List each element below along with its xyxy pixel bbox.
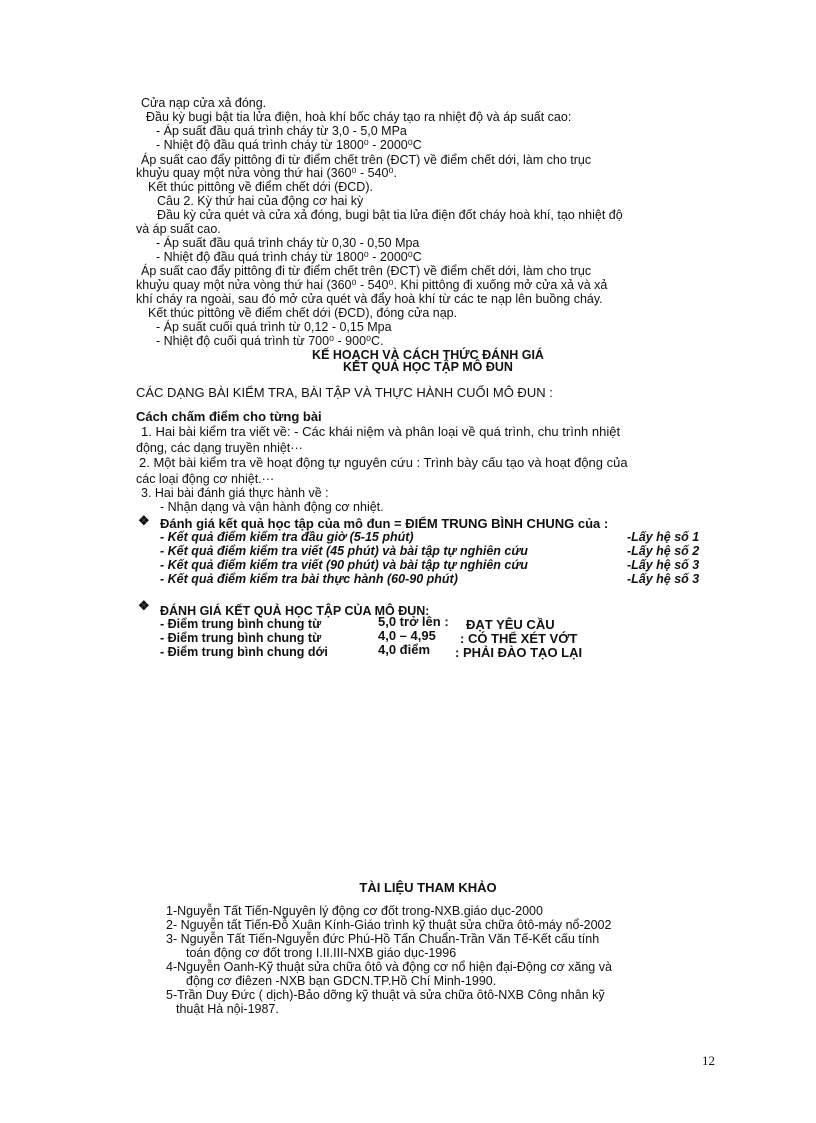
result-range: 4,0 – 4,95 <box>378 628 436 643</box>
text-line: Cửa nạp cửa xả đóng. <box>141 96 267 110</box>
reference-item: thuật Hà nội-1987. <box>176 1002 279 1016</box>
plan-title: KẾ HOẠCH VÀ CÁCH THỨC ĐÁNH GIÁ <box>312 348 544 362</box>
text-line: - Nhiệt độ đầu quá trình cháy từ 1800⁰ - 2000⁰C <box>156 250 422 264</box>
text-line: Kết thúc pittông về điểm chết dới (ĐCD). <box>148 180 373 194</box>
reference-item: 5-Trần Duy Đức ( dịch)-Bảo dỡng kỹ thuật và sửa chữa ôtô-NXB Công nhân kỹ <box>166 988 605 1002</box>
eval-item-coef: -Lấy hệ số 1 <box>627 530 700 544</box>
reference-item: toán động cơ đốt trong I.II.III-NXB giáo dục-1996 <box>186 946 457 960</box>
grading-item: 3. Hai bài đánh giá thực hành về : <box>141 486 329 500</box>
grading-heading: Cách chấm điểm cho từng bài <box>136 409 322 424</box>
result-outcome: : CÓ THỂ XÉT VỚT <box>460 631 578 646</box>
evaluation-line: Đánh giá kết quả học tập của mô đun = ĐIỂM TRUNG BÌNH CHUNG của : <box>160 516 609 531</box>
text-line: Câu 2. Kỳ thứ hai của động cơ hai kỳ <box>157 194 364 208</box>
eval-item-label: - Kết quả điểm kiểm tra viết (45 phút) và bài tập tự nghiên cứu <box>160 544 528 558</box>
result-outcome: : PHẢI ĐÀO TẠO LẠI <box>455 645 583 660</box>
text-line: Áp suất cao đẩy pittông đi từ điểm chết trên (ĐCT) về điểm chết dới, làm cho trục <box>141 264 592 278</box>
text-line: Kết thúc pittông về điểm chết dới (ĐCD), đóng cửa nạp. <box>148 306 458 320</box>
text-line: - Áp suất cuối quá trình từ 0,12 - 0,15 Mpa <box>156 320 392 334</box>
text-line: và áp suất cao. <box>136 222 221 236</box>
eval-item-label: - Kết quả điểm kiểm tra đầu giờ (5-15 phút) <box>160 530 414 544</box>
grading-item: 1. Hai bài kiểm tra viết về: - Các khái niệm và phân loại về quá trình, chu trình nhiệt <box>141 424 621 439</box>
reference-item: 3- Nguyễn Tất Tiến-Nguyễn đức Phú-Hồ Tấn Chuẩn-Trần Văn Tế-Kết cấu tính <box>166 932 600 946</box>
eval-item-label: - Kết quả điểm kiểm tra viết (90 phút) và bài tập tự nghiên cứu <box>160 558 528 572</box>
reference-item: 4-Nguyễn Oanh-Kỹ thuật sửa chữa ôtô và động cơ nổ hiện đại-Động cơ xăng và <box>166 960 612 974</box>
grading-item: - Nhận dạng và vận hành động cơ nhiệt. <box>160 500 384 514</box>
text-line: - Nhiệt độ cuối quá trình từ 700⁰ - 900⁰C. <box>156 334 384 348</box>
grading-item: các loại động cơ nhiệt.··· <box>136 472 275 486</box>
text-line: - Áp suất đầu quá trình cháy từ 0,30 - 0,50 Mpa <box>156 236 420 250</box>
grading-item: 2. Một bài kiểm tra về hoạt động tự nguyên cứu : Trình bày cấu tạo và hoạt động của <box>139 455 628 470</box>
result-label: - Điểm trung bình chung từ <box>160 617 322 631</box>
text-line: khuỷu quay một nửa vòng thứ hai (360⁰ - 540⁰. <box>136 166 397 180</box>
test-types-heading: CÁC DẠNG BÀI KIỂM TRA, BÀI TẬP VÀ THỰC HÀNH CUỐI MÔ ĐUN : <box>136 385 553 400</box>
result-heading: ĐÁNH GIÁ KẾT QUẢ HỌC TẬP CỦA MÔ ĐUN: <box>160 604 430 618</box>
bullet-icon: ❖ <box>138 513 150 528</box>
text-line: - Áp suất đầu quá trình cháy từ 3,0 - 5,0 MPa <box>156 124 407 138</box>
page-number: 12 <box>702 1053 715 1068</box>
eval-item-coef: -Lấy hệ số 2 <box>627 544 700 558</box>
references-title: TÀI LIỆU THAM KHẢO <box>359 880 497 895</box>
text-line: Áp suất cao đẩy pittông đi từ điểm chết trên (ĐCT) về điểm chết dới, làm cho trục <box>141 153 592 167</box>
result-label: - Điểm trung bình chung dới <box>160 645 328 659</box>
reference-item: 1-Nguyễn Tất Tiến-Nguyên lý động cơ đốt trong-NXB.giáo dục-2000 <box>166 904 543 918</box>
text-line: khuỷu quay một nửa vòng thứ hai (360⁰ - 540⁰. Khi pittông đi xuống mở cửa xả và xả <box>136 278 608 292</box>
reference-item: động cơ điêzen -NXB bạn GDCN.TP.Hồ Chí Minh-1990. <box>186 974 497 988</box>
result-range: 5,0 trở lên : <box>378 614 449 629</box>
eval-item-coef: -Lấy hệ số 3 <box>627 572 700 586</box>
text-line: Đầu kỳ cửa quét và cửa xả đóng, bugi bật tia lửa điện đốt cháy hoà khí, tạo nhiệt độ <box>157 208 623 222</box>
reference-item: 2- Nguyễn tất Tiến-Đỗ Xuân Kính-Giáo trình kỹ thuật sửa chữa ôtô-máy nổ-2002 <box>166 918 612 932</box>
text-line: Đầu kỳ bugi bật tia lửa điện, hoà khí bốc cháy tạo ra nhiệt độ và áp suất cao: <box>146 110 572 124</box>
result-outcome: ĐẠT YÊU CẦU <box>466 617 555 632</box>
eval-item-label: - Kết quả điểm kiểm tra bài thực hành (60-90 phút) <box>160 572 458 586</box>
bullet-icon: ❖ <box>138 598 150 613</box>
grading-item: động, các dạng truyền nhiệt··· <box>136 441 303 455</box>
text-line: khí cháy ra ngoài, sau đó mở cửa quét và đẩy hoà khí từ các te nạp lên buồng cháy. <box>136 292 603 306</box>
result-range: 4,0 điểm <box>378 642 431 657</box>
text-line: - Nhiệt độ đầu quá trình cháy từ 1800⁰ - 2000⁰C <box>156 138 422 152</box>
result-label: - Điểm trung bình chung từ <box>160 631 322 645</box>
eval-item-coef: -Lấy hệ số 3 <box>627 558 700 572</box>
plan-subtitle: KẾT QUẢ HỌC TẬP MÔ ĐUN <box>343 360 513 374</box>
